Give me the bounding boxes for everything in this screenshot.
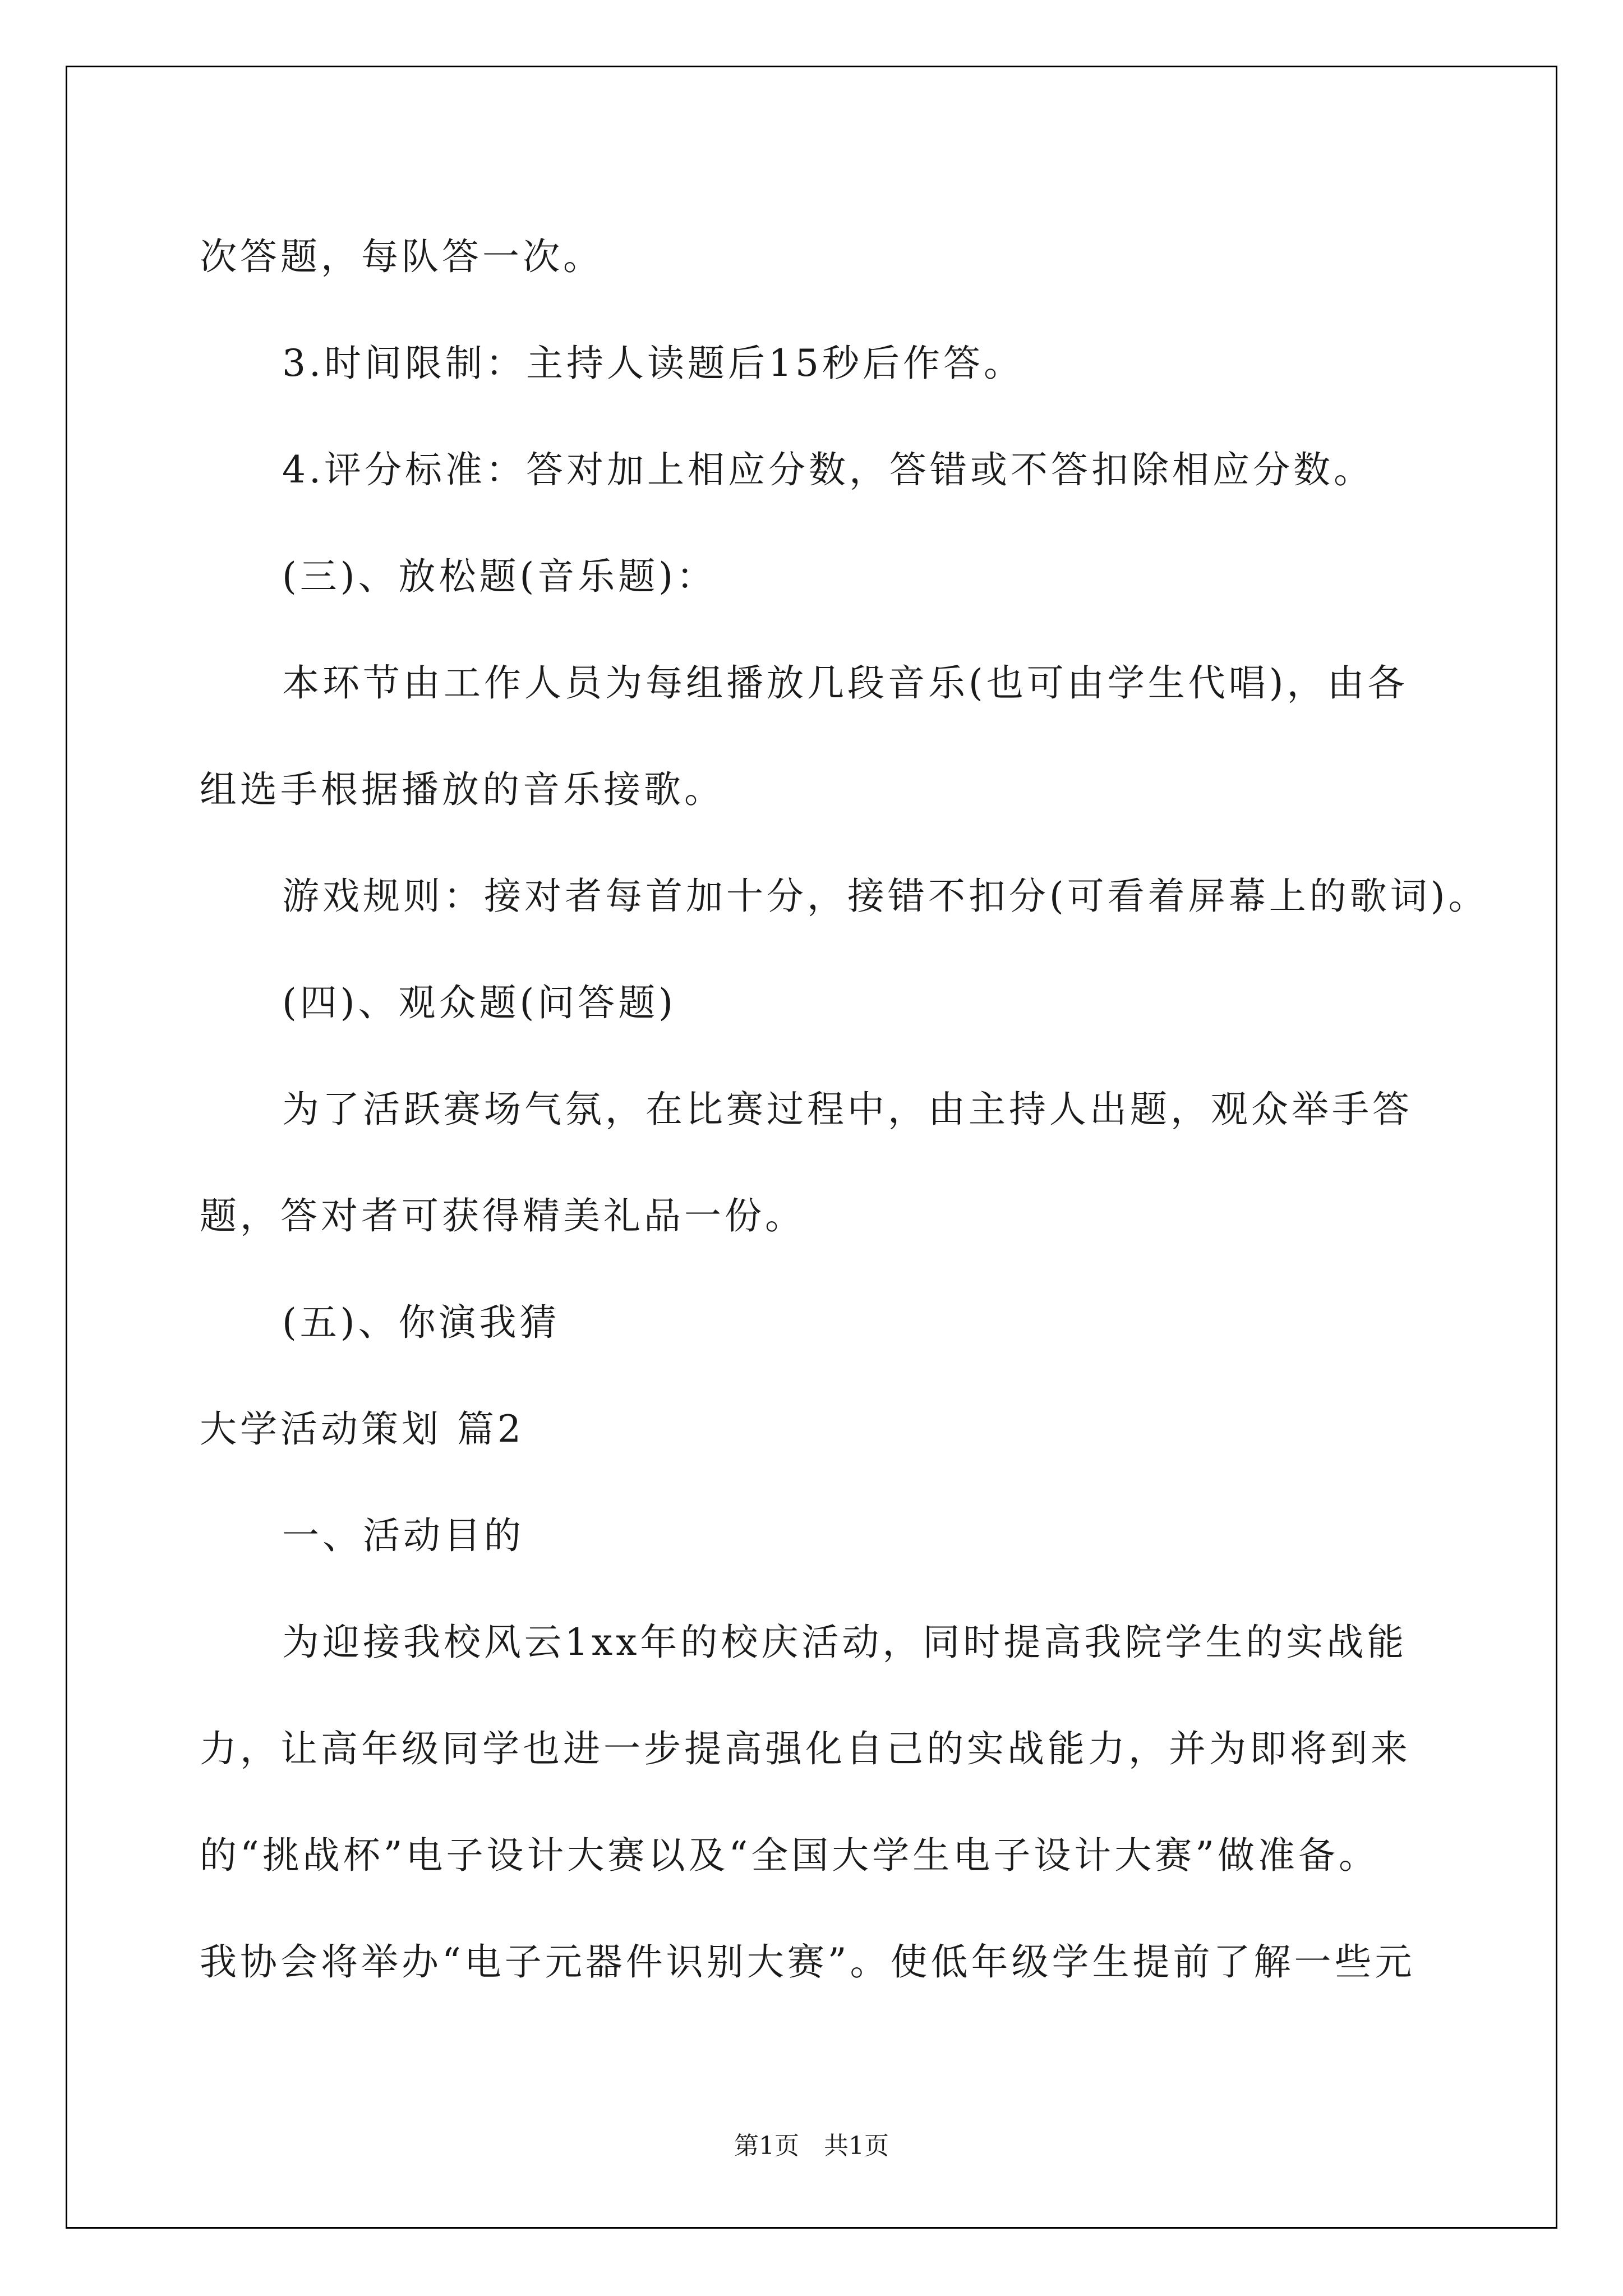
section-heading: 一、活动目的 [282, 1514, 524, 1557]
paragraph-line: 我协会将举办“电子元器件识别大赛”。使低年级学生提前了解一些元 [200, 1940, 1415, 1984]
paragraph-line: 次答题，每队答一次。 [200, 235, 603, 278]
paragraph-line: 本环节由工作人员为每组播放几段音乐(也可由学生代唱)，由各 [282, 661, 1408, 705]
paragraph-line: 为迎接我校风云1xx年的校庆活动，同时提高我院学生的实战能 [282, 1621, 1408, 1664]
section-heading: (四)、观众题(问答题) [282, 981, 676, 1024]
paragraph-line: 3.时间限制：主持人读题后15秒后作答。 [282, 342, 1024, 385]
document-title: 大学活动策划 篇2 [200, 1407, 524, 1451]
page-frame [66, 66, 1557, 2229]
paragraph-line: 游戏规则：接对者每首加十分，接错不扣分(可看着屏幕上的歌词)。 [282, 875, 1489, 918]
paragraph-line: 4.评分标准：答对加上相应分数，答错或不答扣除相应分数。 [282, 448, 1374, 491]
paragraph-line: 的“挑战杯”电子设计大赛以及“全国大学生电子设计大赛”做准备。 [200, 1834, 1379, 1877]
section-heading: (五)、你演我猜 [282, 1301, 560, 1344]
paragraph-line: 力，让高年级同学也进一步提高强化自己的实战能力，并为即将到来 [200, 1727, 1411, 1770]
paragraph-line: 组选手根据播放的音乐接歌。 [200, 768, 725, 811]
page-footer: 第1页 共1页 [734, 2132, 889, 2160]
section-heading: (三)、放松题(音乐题)： [282, 555, 717, 598]
paragraph-line: 为了活跃赛场气氛，在比赛过程中，由主持人出题，观众举手答 [282, 1088, 1413, 1131]
paragraph-line: 题，答对者可获得精美礼品一份。 [200, 1194, 805, 1237]
